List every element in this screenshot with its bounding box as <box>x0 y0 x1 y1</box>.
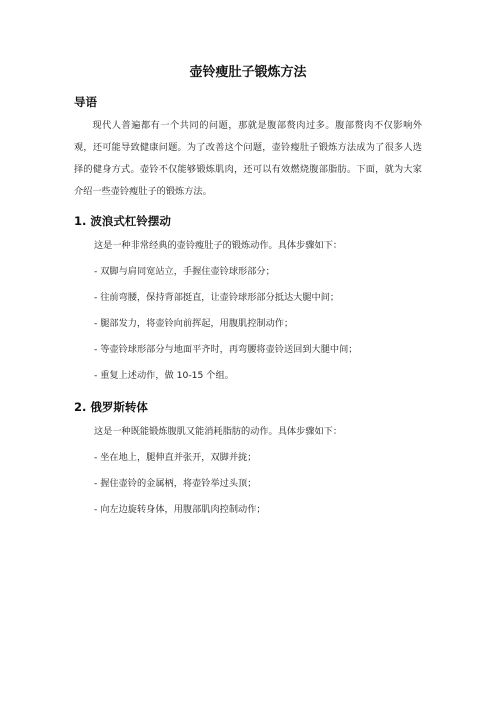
step-item: - 握住壶铃的金属柄，将壶铃举过头顶； <box>94 478 257 489</box>
step-item: - 往前弯腰，保持背部挺直，让壶铃球形部分抵达大腿中间； <box>94 292 340 303</box>
step-item: - 向左边旋转身体，用腹部肌肉控制动作； <box>94 504 266 515</box>
document-title: 壶铃瘦肚子锻炼方法 <box>189 65 307 80</box>
section-lead: 这是一种既能锻炼腹肌又能消耗脂肪的动作。具体步骤如下： <box>94 426 343 437</box>
step-list <box>74 259 422 389</box>
step-item: - 腿部发力，将壶铃向前挥起，用腹肌控制动作； <box>94 318 294 329</box>
section-heading: 2. 俄罗斯转体 <box>74 400 148 414</box>
section-russian-twist <box>74 399 422 523</box>
step-item: - 双脚与肩同宽站立，手握住壶铃球形部分； <box>94 266 275 277</box>
section-lead: 这是一种非常经典的壶铃瘦肚子的锻炼动作。具体步骤如下： <box>94 240 343 251</box>
intro-heading: 导语 <box>74 95 97 109</box>
step-list <box>74 445 422 523</box>
section-kettlebell-swing <box>74 213 422 389</box>
section-heading: 1. 波浪式杠铃摆动 <box>74 214 171 228</box>
step-item: - 等壶铃球形部分与地面平齐时，再弯腰将壶铃送回到大腿中间； <box>94 344 358 355</box>
intro-paragraph: 现代人普遍都有一个共同的问题，那就是腹部赘肉过多。腹部赘肉不仅影响外观，还可能导致健康问题。为了改善这个问题，壶铃瘦肚子锻炼方法成为了很多人选择的健身方式。壶铃不仅能够锻炼肌肉，还可以有效燃烧腹部脂肪。下面，就为大家介绍一些壶铃瘦肚子的锻炼方法。 <box>74 120 422 197</box>
step-item: - 坐在地上，腿伸直并张开，双脚并拢； <box>94 452 257 463</box>
step-item: - 重复上述动作，做 10-15 个组。 <box>94 370 234 381</box>
